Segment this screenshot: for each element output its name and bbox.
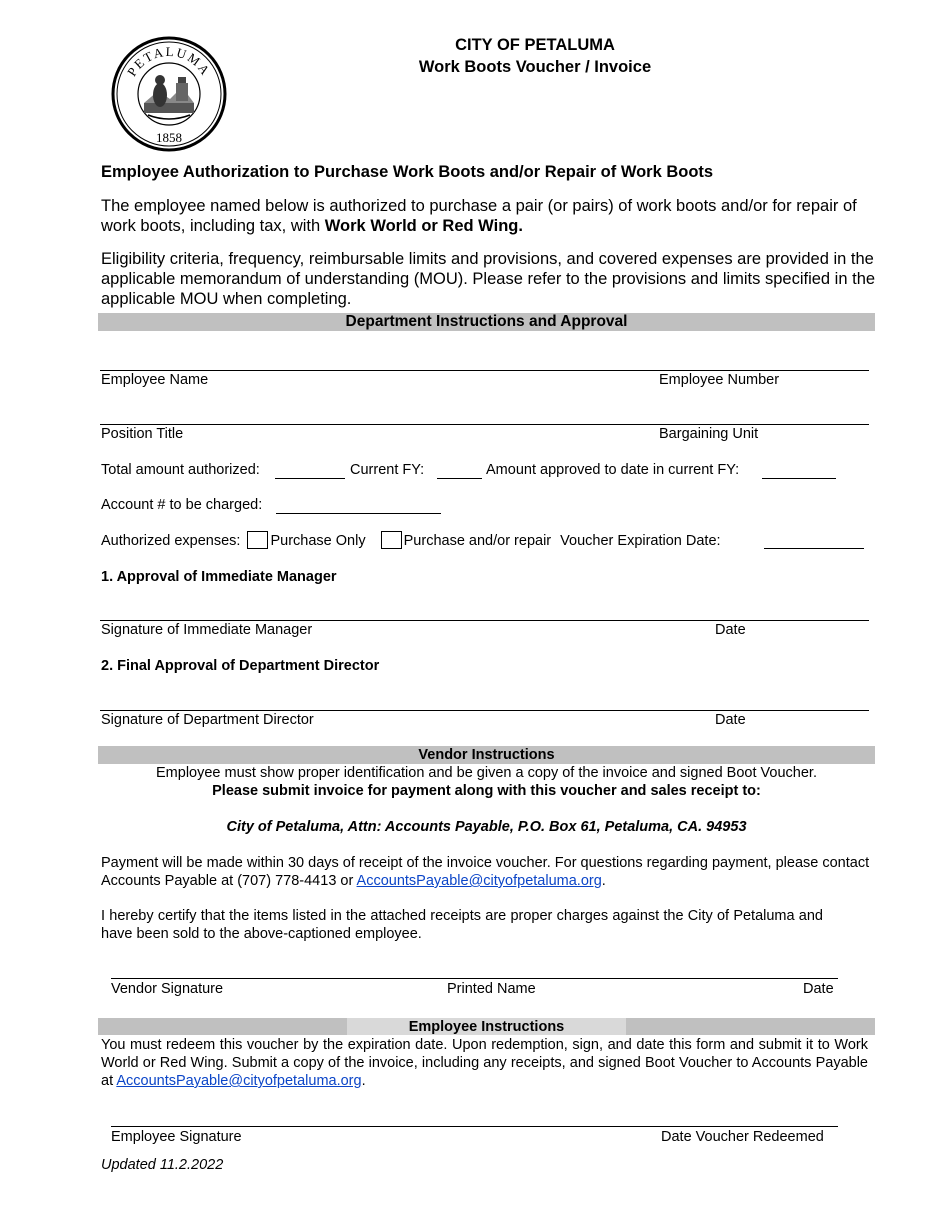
dept-section-bar [98,313,875,331]
current-fy-label: Current FY: [350,462,425,478]
employee-section-title: Employee Instructions [408,1019,565,1035]
approved-to-date-label: Amount approved to date in current FY: [486,462,740,478]
bargaining-unit-label: Bargaining Unit [659,426,759,442]
employee-signature-line[interactable] [111,1126,838,1127]
vendor-instruction-2: Please submit invoice for payment along with this voucher and sales receipt to: [212,783,761,799]
intro-p1-text: The employee named below is authorized to purchase a pair (or pairs) of work boots and/or for repair of work boots, including tax, with [101,197,857,235]
employee-name-label: Employee Name [101,372,209,388]
purchase-repair-checkbox[interactable] [381,531,402,549]
approval-director-heading: 2. Final Approval of Department Director [101,658,380,674]
dept-section-title: Department Instructions and Approval [345,313,628,330]
employee-instructions-paragraph [101,1036,868,1090]
vendor-instruction-1: Employee must show proper identification and be given a copy of the invoice and signed Boot Voucher. [156,765,817,781]
payment-paragraph [101,854,881,890]
employee-section-bar [98,1018,875,1035]
seal-year: 1858 [156,130,182,145]
total-authorized-field[interactable] [275,478,345,479]
vendor-address: City of Petaluma, Attn: Accounts Payable, P.O. Box 61, Petaluma, CA. 94953 [226,819,747,835]
total-authorized-label: Total amount authorized: [101,462,260,478]
employee-signature-label: Employee Signature [111,1129,242,1145]
authorized-expenses-row [101,531,721,550]
vendor-section-bar [98,746,875,764]
vendor-email-link[interactable]: AccountsPayable@cityofpetaluma.org [356,873,602,889]
certify-paragraph: I hereby certify that the items listed in the attached receipts are proper charges against the City of Petaluma and have been sold to the above-captioned employee. [101,908,823,942]
org-name: CITY OF PETALUMA [455,36,615,54]
purchase-only-label: Purchase Only [270,533,366,549]
vendor-section-title: Vendor Instructions [418,747,555,763]
intro-paragraph-2: Eligibility criteria, frequency, reimbursable limits and provisions, and covered expenses are provided in the applicable memorandum of understanding (MOU). Please refer to the provisions and limits specified in the applicable MOU when completing. [101,250,876,308]
printed-name-label: Printed Name [447,981,536,997]
employee-email-link[interactable]: AccountsPayable@cityofpetaluma.org [116,1073,362,1089]
director-signature-label: Signature of Department Director [101,712,314,728]
purchase-repair-label: Purchase and/or repair [403,533,552,549]
purchase-only-checkbox[interactable] [247,531,268,549]
form-title: Work Boots Voucher / Invoice [418,58,652,76]
intro-paragraph-1 [101,196,876,236]
employee-instructions-period: . [361,1073,366,1089]
manager-signature-label: Signature of Immediate Manager [101,622,313,638]
payment-period: . [601,873,606,889]
vendor-signature-label: Vendor Signature [111,981,224,997]
approved-to-date-field[interactable] [762,478,836,479]
manager-date-label: Date [715,622,746,638]
intro-heading: Employee Authorization to Purchase Work Boots and/or Repair of Work Boots [101,163,714,181]
current-fy-field[interactable] [437,478,482,479]
employee-number-label: Employee Number [659,372,780,388]
employee-number-line[interactable] [813,370,869,371]
authorized-expenses-label: Authorized expenses: [101,533,241,549]
vendor-signature-line[interactable] [111,978,838,979]
account-field[interactable] [276,513,441,514]
date-redeemed-label: Date Voucher Redeemed [661,1129,824,1145]
updated-date: Updated 11.2.2022 [101,1157,224,1173]
approval-manager-heading: 1. Approval of Immediate Manager [101,569,337,585]
city-seal [108,33,230,155]
expiration-label: Voucher Expiration Date: [560,533,721,549]
director-date-label: Date [715,712,746,728]
vendor-date-label: Date [803,981,834,997]
intro-p1-vendors: Work World or Red Wing. [324,217,523,235]
seal-scene-icon [144,75,194,119]
expiration-field[interactable] [764,548,864,549]
employee-instructions-text: You must redeem this voucher by the expiration date. Upon redemption, sign, and date this form and submit it to Work World or Red Wing. Submit a copy of the invoice, including any receipts, and signed Boot Voucher to Accounts Payable at [101,1037,868,1089]
account-label: Account # to be charged: [101,497,263,513]
payment-text: Payment will be made within 30 days of receipt of the invoice voucher. For questions regarding payment, please contact Accounts Payable at (707) 778-4413 or [101,855,870,889]
seal-top-text: PETALUMA [123,43,214,79]
city-seal-graphic [108,33,230,155]
position-title-label: Position Title [101,426,184,442]
